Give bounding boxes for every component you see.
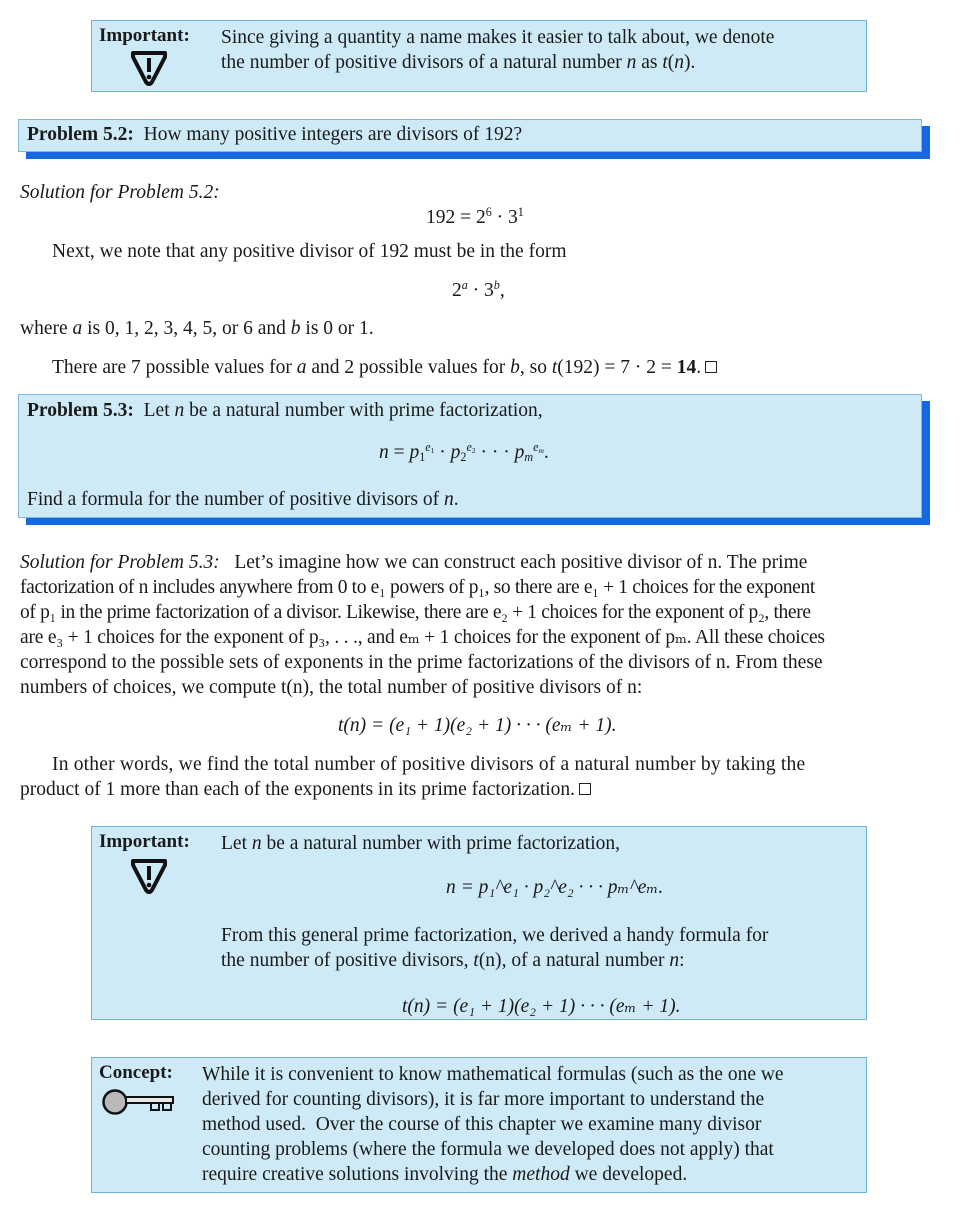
key-icon — [101, 1088, 177, 1121]
eq-text: 192 = 2 — [426, 207, 486, 228]
important-line — [221, 831, 861, 856]
eq-text: · 3 — [491, 207, 518, 228]
important-text — [221, 25, 861, 75]
qed-square-icon — [705, 361, 717, 373]
paragraph: Next, we note that any positive divisor of 192 must be in the form — [52, 241, 567, 262]
text-run: and 2 possible values for — [306, 357, 511, 378]
paragraph-line: of p₁ in the prime factorization of a divisor. Likewise, there are e₂ + 1 choices for the exponent of p₂, there — [20, 602, 811, 623]
var-a: a — [72, 318, 83, 339]
paragraph-line: correspond to the possible sets of exponents in the prime factorizations of the divisors of n. From these — [20, 652, 823, 673]
important-line: From this general prime factorization, we derived a handy formula for — [221, 925, 769, 946]
solution-heading: Solution for Problem 5.2: — [20, 182, 220, 203]
exponent: 6 — [485, 204, 492, 219]
problem-label: Problem 5.2: — [27, 124, 134, 145]
text-run: (n) — [478, 950, 502, 971]
var-n: n — [174, 400, 185, 421]
concept-label: Concept: — [99, 1062, 173, 1083]
text-run: ). — [684, 52, 696, 73]
problem-label: Problem 5.3: — [27, 400, 134, 421]
eq-text: · 3 — [467, 280, 494, 301]
warning-icon — [130, 857, 168, 900]
var-a: a — [296, 357, 307, 378]
var-b: b — [510, 357, 520, 378]
var-n: n — [626, 52, 637, 73]
important-callout-1 — [91, 20, 867, 92]
var-n: n — [674, 52, 685, 73]
paragraph-line: factorization of n includes anywhere from 0 to e₁ powers of p₁, so there are e₁ + 1 choices for the exponent — [20, 577, 815, 598]
paragraph-line: are e₃ + 1 choices for the exponent of p₃, . . ., and eₘ + 1 choices for the exponent of pₘ. All these choices — [20, 627, 825, 648]
text-run: the number of positive divisors, — [221, 950, 474, 971]
concept-line: derived for counting divisors), it is far more important to understand the — [202, 1089, 765, 1110]
text-run: . — [453, 489, 459, 510]
paragraph — [20, 316, 374, 341]
solution-heading: Solution for Problem 5.3: — [20, 552, 220, 573]
exponent: 1 — [517, 204, 524, 219]
eq-text: 2 — [452, 280, 462, 301]
eq-text: . — [543, 442, 549, 463]
var-t: t — [473, 950, 479, 971]
important-text — [221, 831, 861, 856]
concept-line: While it is convenient to know mathematical formulas (such as the one we — [202, 1064, 784, 1085]
text-run: ( — [667, 52, 675, 73]
var-t: t — [551, 357, 558, 378]
important-line — [221, 50, 861, 75]
important-label: Important: — [99, 831, 190, 852]
important-callout-2 — [91, 826, 867, 1020]
paragraph-line — [20, 550, 938, 575]
important-line — [221, 948, 861, 973]
eq-text: n — [379, 442, 389, 463]
text-run: (192) = 7 · 2 = — [557, 357, 677, 378]
text-run: the number of positive divisors of a natural number — [221, 52, 627, 73]
text-run: Let’s imagine how we can construct each positive divisor of n. The prime — [234, 552, 808, 573]
eq-text: , — [499, 280, 505, 301]
concept-text — [202, 1062, 862, 1187]
text-run: Let — [221, 833, 252, 854]
text-run: is 0 or 1. — [300, 318, 374, 339]
important-text — [221, 923, 861, 973]
problem-text — [27, 122, 522, 147]
var-t: t — [662, 52, 668, 73]
subscript: 1 — [430, 445, 435, 455]
eq-text: · — [434, 442, 451, 463]
subscript: m — [524, 450, 534, 465]
text-run: as — [636, 52, 663, 73]
important-label: Important: — [99, 25, 190, 46]
divisor-count-formula: t(n) = (e₁ + 1)(e₂ + 1) · · · (eₘ + 1). — [402, 996, 681, 1017]
text-run: where — [20, 318, 73, 339]
equation-192 — [426, 205, 524, 230]
var-n: n — [444, 489, 454, 510]
qed-square-icon — [579, 783, 591, 795]
eq-text: = — [388, 442, 410, 463]
problem-statement: How many positive integers are divisors of 192? — [143, 124, 523, 145]
eq-text: p — [409, 442, 420, 463]
answer: 14 — [676, 357, 697, 378]
warning-icon — [130, 49, 168, 92]
paragraph — [52, 355, 717, 380]
text-run: , of a natural number — [501, 950, 670, 971]
text-run: : — [679, 950, 685, 971]
paragraph-line: In other words, we find the total number of positive divisors of a natural number by taking the — [52, 754, 806, 775]
text-run: . — [696, 357, 702, 378]
concept-line — [202, 1162, 862, 1187]
exponent: b — [493, 277, 500, 292]
text-run: There are 7 possible values for — [52, 357, 297, 378]
paragraph-line: numbers of choices, we compute t(n), the total number of positive divisors of n: — [20, 677, 643, 698]
text-run: we developed. — [569, 1164, 688, 1185]
eq-text: e — [425, 439, 431, 454]
eq-text: e — [533, 439, 539, 454]
eq-text: · · · — [475, 442, 515, 463]
text-run: Find a formula for the number of positive divisors of — [27, 489, 445, 510]
concept-line: method used. Over the course of this chapter we examine many divisor — [202, 1114, 762, 1135]
text-run: is 0, 1, 2, 3, 4, 5, or 6 and — [82, 318, 291, 339]
paragraph-line — [20, 777, 938, 802]
text-run: Let — [143, 400, 175, 421]
problem-5-2-box — [18, 119, 922, 152]
problem-text — [27, 487, 459, 512]
prime-factorization-equation: n = p₁^e₁ · p₂^e₂ · · · pₘ^eₘ. — [446, 877, 664, 898]
subscript: m — [538, 445, 544, 455]
text-run: , so — [519, 357, 552, 378]
eq-text: p — [450, 442, 461, 463]
var-b: b — [290, 318, 301, 339]
eq-text: e — [466, 439, 472, 454]
text-run: be a natural number with prime factorization, — [184, 400, 543, 421]
eq-text: p — [514, 442, 525, 463]
prime-factorization-equation — [379, 440, 549, 465]
emphasis: method — [512, 1164, 570, 1185]
text-run: product of 1 more than each of the exponents in its prime factorization. — [20, 779, 576, 800]
divisor-count-formula: t(n) = (e₁ + 1)(e₂ + 1) · · · (eₘ + 1). — [338, 715, 617, 736]
exponent: a — [461, 277, 468, 292]
text-run: require creative solutions involving the — [202, 1164, 513, 1185]
var-n: n — [669, 950, 680, 971]
solution-5-3-paragraph — [20, 550, 938, 700]
equation-divisor-form — [452, 278, 505, 303]
subscript: 2 — [471, 445, 476, 455]
paragraph — [20, 752, 938, 802]
concept-callout — [91, 1057, 867, 1193]
problem-5-3-box — [18, 394, 922, 518]
concept-line: counting problems (where the formula we developed does not apply) that — [202, 1139, 774, 1160]
text-run: be a natural number with prime factorization, — [261, 833, 621, 854]
important-line: Since giving a quantity a name makes it easier to talk about, we denote — [221, 27, 775, 48]
var-n: n — [251, 833, 262, 854]
subscript: 2 — [460, 450, 467, 465]
subscript: 1 — [419, 450, 426, 465]
problem-text — [27, 398, 543, 423]
